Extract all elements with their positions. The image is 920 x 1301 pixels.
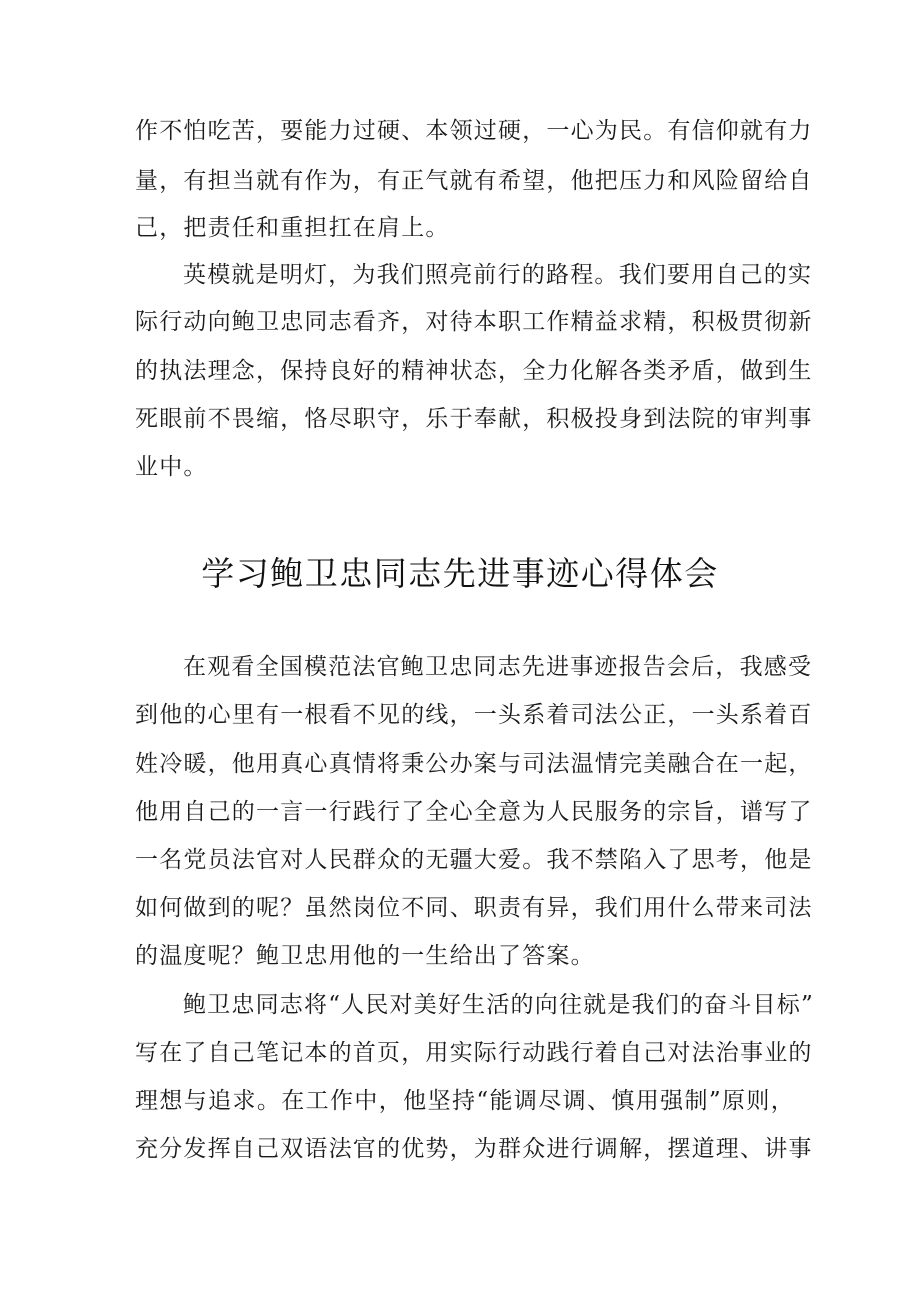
text-line: 写在了自己笔记本的首页，用实际行动践行着自己对法治事业的 [135, 1040, 813, 1066]
text-line: 己，把责任和重担扛在肩上。 [135, 215, 450, 241]
text-line: 他用自己的一言一行践行了全心全意为人民服务的宗旨，谱写了 [135, 799, 813, 825]
text-line: 充分发挥自己双语法官的优势，为群众进行调解，摆道理、讲事 [135, 1136, 813, 1162]
text-line: 鲍卫忠同志将“人民对美好生活的向往就是我们的奋斗目标” [183, 992, 814, 1018]
text-line: 的执法理念，保持良好的精神状态，全力化解各类矛盾，做到生 [135, 358, 813, 384]
text-line: 一名党员法官对人民群众的无疆大爱。我不禁陷入了思考，他是 [135, 847, 813, 873]
text-line: 英模就是明灯，为我们照亮前行的路程。我们要用自己的实 [183, 262, 813, 288]
text-line: 姓冷暖，他用真心真情将秉公办案与司法温情完美融合在一起， [135, 751, 813, 777]
article-title: 学习鲍卫忠同志先进事迹心得体会 [201, 554, 719, 593]
text-line: 理想与追求。在工作中，他坚持“能调尽调、慎用强制”原则， [135, 1088, 795, 1114]
text-line: 量，有担当就有作为，有正气就有希望，他把压力和风险留给自 [135, 168, 813, 194]
text-line: 如何做到的呢？虽然岗位不同、职责有异，我们用什么带来司法 [135, 895, 813, 921]
text-line: 到他的心里有一根看不见的线，一头系着司法公正，一头系着百 [135, 702, 813, 728]
text-line: 际行动向鲍卫忠同志看齐，对待本职工作精益求精，积极贯彻新 [135, 309, 813, 335]
text-line: 的温度呢？鲍卫忠用他的一生给出了答案。 [135, 943, 595, 969]
text-line: 死眼前不畏缩，恪尽职守，乐于奉献，积极投身到法院的审判事 [135, 406, 813, 432]
text-line: 业中。 [135, 454, 208, 480]
text-line: 在观看全国模范法官鲍卫忠同志先进事迹报告会后，我感受 [183, 654, 813, 680]
text-line: 作不怕吃苦，要能力过硬、本领过硬，一心为民。有信仰就有力 [135, 118, 813, 144]
